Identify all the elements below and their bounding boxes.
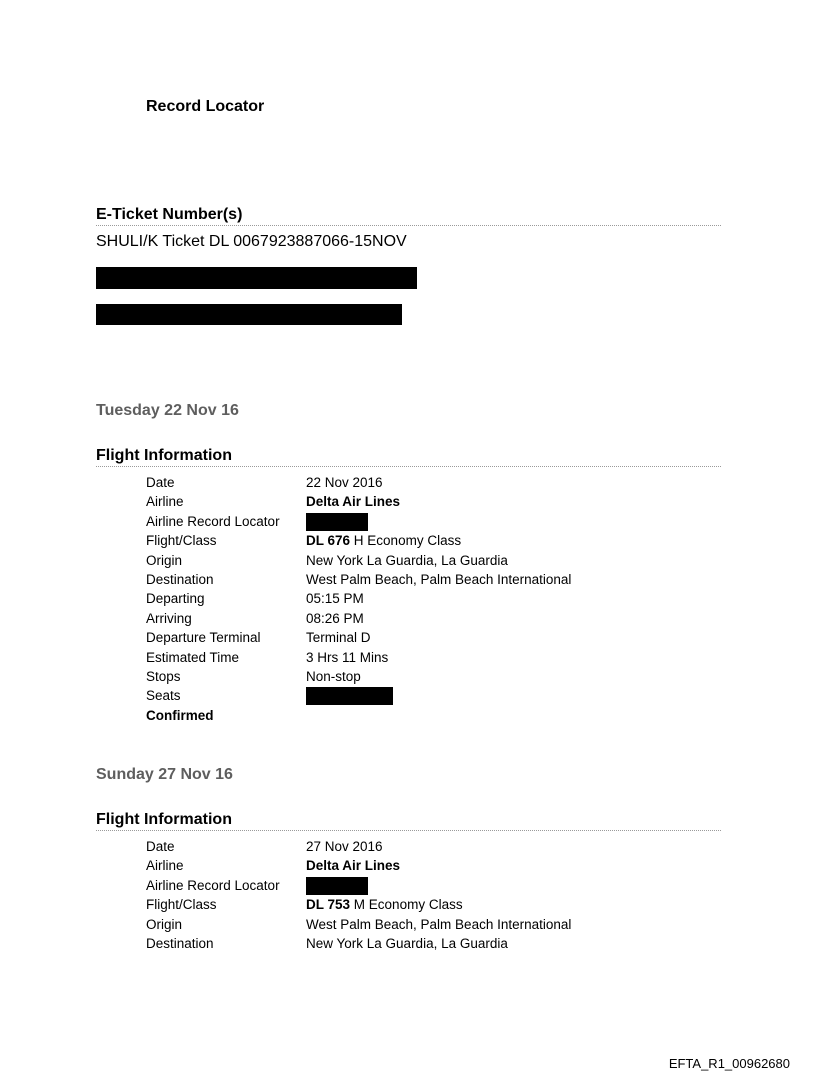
redaction-bar bbox=[96, 304, 402, 325]
value-destination: New York La Guardia, La Guardia bbox=[306, 935, 508, 951]
label-departure-terminal: Departure Terminal bbox=[146, 630, 261, 646]
value-flight-class bbox=[306, 531, 461, 550]
label-arriving: Arriving bbox=[146, 610, 192, 626]
label-date: Date bbox=[146, 475, 175, 490]
redaction-bar bbox=[306, 877, 368, 895]
segment-day-heading: Tuesday 22 Nov 16 bbox=[96, 402, 239, 419]
flight-number: DL 676 bbox=[306, 533, 351, 549]
value-date: 22 Nov 2016 bbox=[306, 475, 383, 490]
value-stops: Non-stop bbox=[306, 668, 361, 684]
label-seats: Seats bbox=[146, 688, 181, 704]
redaction-bar bbox=[306, 513, 368, 531]
value-departing: 05:15 PM bbox=[306, 591, 364, 607]
value-departure-terminal: Terminal D bbox=[306, 630, 371, 646]
status-confirmed: Confirmed bbox=[146, 707, 214, 723]
eticket-heading: E-Ticket Number(s) bbox=[96, 206, 721, 226]
label-departing: Departing bbox=[146, 591, 205, 607]
eticket-line: SHULI/K Ticket DL 0067923887066-15NOV bbox=[96, 233, 407, 250]
label-record-locator: Airline Record Locator bbox=[146, 513, 280, 529]
value-destination: West Palm Beach, Palm Beach International bbox=[306, 571, 572, 587]
value-record-locator bbox=[306, 512, 368, 531]
value-airline bbox=[306, 856, 400, 875]
label-destination: Destination bbox=[146, 935, 214, 951]
value-date: 27 Nov 2016 bbox=[306, 839, 383, 854]
label-airline: Airline bbox=[146, 494, 184, 510]
value-seats bbox=[306, 686, 393, 705]
value-arriving: 08:26 PM bbox=[306, 610, 364, 626]
record-locator-label: Record Locator bbox=[146, 98, 265, 115]
flight-class: M Economy Class bbox=[353, 897, 463, 913]
value-flight-class bbox=[306, 895, 463, 914]
redaction-bar bbox=[306, 687, 393, 705]
label-airline: Airline bbox=[146, 858, 184, 874]
airline-name: Delta Air Lines bbox=[306, 494, 401, 510]
value-airline bbox=[306, 492, 400, 511]
label-date: Date bbox=[146, 839, 175, 854]
label-origin: Origin bbox=[146, 916, 183, 932]
redaction-bar bbox=[96, 267, 417, 289]
label-flight-class: Flight/Class bbox=[146, 897, 217, 913]
label-record-locator: Airline Record Locator bbox=[146, 877, 280, 893]
flight-number: DL 753 bbox=[306, 897, 351, 913]
flight-class: H Economy Class bbox=[353, 533, 462, 549]
flight-info-heading: Flight Information bbox=[96, 811, 721, 831]
segment-day-heading: Sunday 27 Nov 16 bbox=[96, 766, 233, 783]
label-origin: Origin bbox=[146, 552, 183, 568]
airline-name: Delta Air Lines bbox=[306, 858, 401, 874]
value-origin: West Palm Beach, Palm Beach International bbox=[306, 916, 572, 932]
flight-info-heading: Flight Information bbox=[96, 447, 721, 467]
value-origin: New York La Guardia, La Guardia bbox=[306, 552, 508, 568]
value-record-locator bbox=[306, 876, 368, 895]
label-destination: Destination bbox=[146, 571, 214, 587]
document-id: EFTA_R1_00962680 bbox=[668, 1056, 790, 1071]
label-estimated-time: Estimated Time bbox=[146, 649, 240, 665]
value-estimated-time: 3 Hrs 11 Mins bbox=[306, 649, 389, 665]
label-stops: Stops bbox=[146, 668, 181, 684]
label-flight-class: Flight/Class bbox=[146, 533, 217, 549]
